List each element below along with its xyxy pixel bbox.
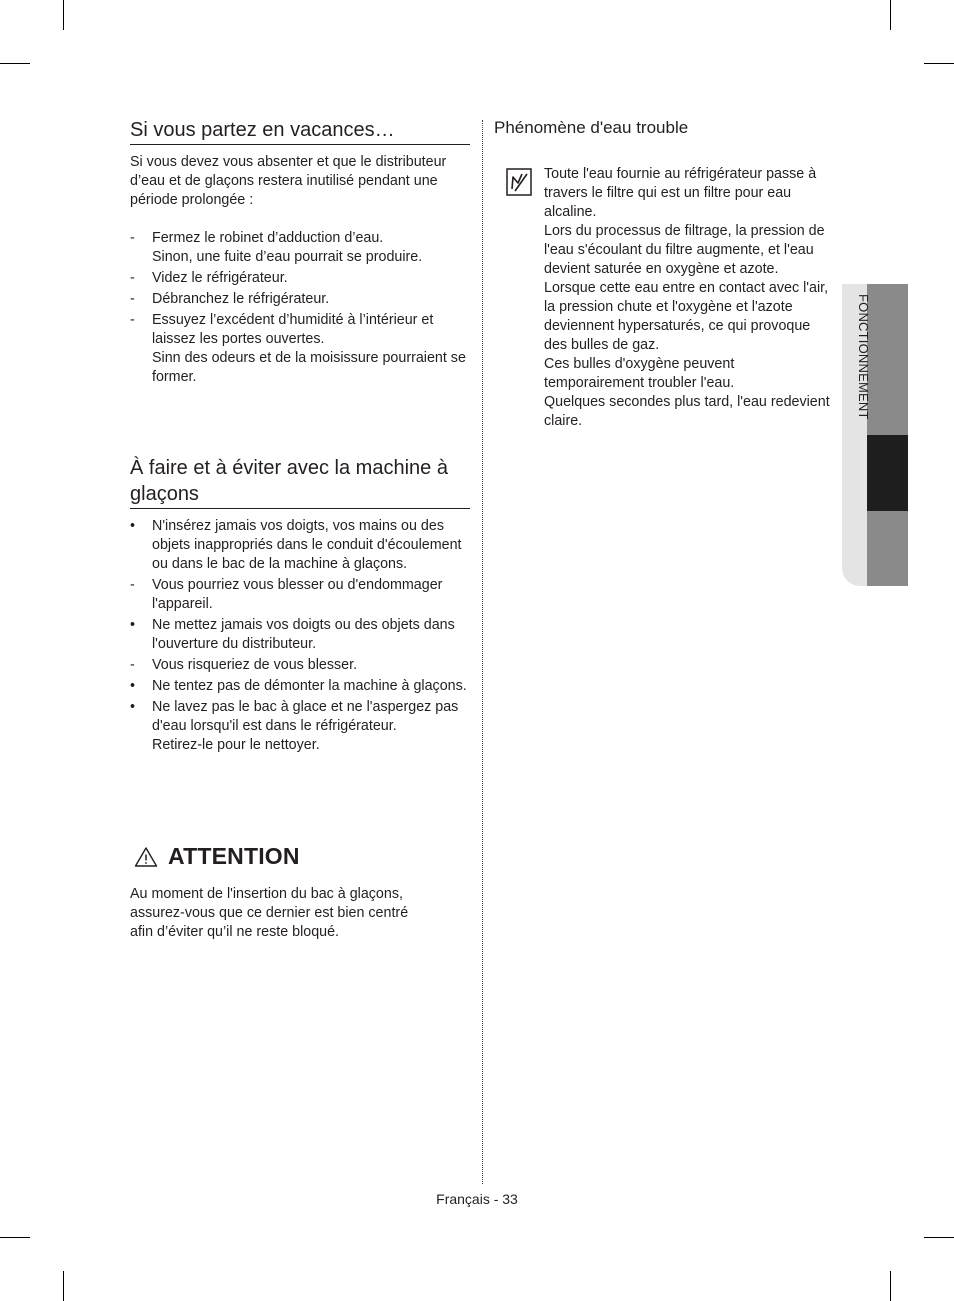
vacation-list	[130, 229, 472, 389]
dash-marker: -	[130, 230, 135, 246]
bullet-marker: •	[130, 617, 136, 633]
list-item	[130, 616, 472, 654]
page-number: Français - 33	[436, 1191, 518, 1207]
vacation-intro: Si vous devez vous absenter et que le distributeur d’eau et de glaçons restera inutilisé pendant une période prolongée :	[130, 154, 447, 208]
crop-mark	[890, 0, 891, 30]
attention-text: Au moment de l'insertion du bac à glaçons, assurez-vous que ce dernier est bien centré afin d’éviter qu’il ne reste bloqué.	[130, 886, 409, 940]
cloudy-note: Toute l'eau fournie au réfrigérateur passe à travers le filtre qui est un filtre pour eau alcaline. Lors du processus de filtrage, la pression de l'eau s'écoulant du filtre augmente, et l'eau devient saturée en oxygène et azote. Lorsque cette eau entre en contact avec l'air, la pression chute et l'oxygène et l'azote deviennent hypersaturés, ce qui provoque des bulles de gaz. Ces bulles d'oxygène peuvent temporairement troubler l'eau. Quelques secondes plus tard, l'eau redevient claire.	[544, 166, 830, 429]
dash-marker: -	[130, 312, 135, 328]
list-item-text: Vous pourriez vous blesser ou d'endommager l'appareil.	[152, 577, 443, 612]
list-item	[130, 677, 472, 696]
dash-marker: -	[130, 270, 135, 286]
column-divider	[482, 120, 483, 1184]
list-item	[130, 290, 472, 309]
list-item	[130, 576, 472, 614]
icemaker-list	[130, 517, 472, 757]
list-item-text: Débranchez le réfrigérateur.	[152, 291, 330, 307]
crop-mark	[924, 63, 954, 64]
bullet-marker: •	[130, 699, 136, 715]
crop-mark	[890, 1271, 891, 1301]
side-tab-segment	[867, 284, 908, 435]
list-item	[130, 229, 472, 267]
crop-mark	[924, 1237, 954, 1238]
list-item-text: N'insérez jamais vos doigts, vos mains ou des objets inappropriés dans le conduit d'écoulement ou dans le bac de la machine à glaçons.	[152, 518, 462, 572]
crop-mark	[0, 1237, 30, 1238]
attention-heading	[134, 843, 300, 870]
list-item	[130, 698, 472, 755]
list-item	[130, 311, 472, 387]
bullet-marker: •	[130, 678, 136, 694]
list-item	[130, 656, 472, 675]
note-icon	[506, 168, 532, 196]
icemaker-heading: À faire et à éviter avec la machine à glaçons	[130, 455, 470, 509]
attention-title: ATTENTION	[168, 843, 300, 869]
list-item-text: Essuyez l’excédent d’humidité à l’intérieur et laissez les portes ouvertes. Sinn des odeurs et de la moisissure pourraient se former.	[152, 312, 466, 385]
list-item-text: Fermez le robinet d’adduction d’eau. Sinon, une fuite d’eau pourrait se produire.	[152, 230, 423, 265]
list-item-text: Videz le réfrigérateur.	[152, 270, 288, 286]
side-tab-active-segment	[867, 435, 908, 511]
warning-icon	[134, 846, 158, 868]
crop-mark	[63, 0, 64, 30]
dash-marker: -	[130, 657, 135, 673]
list-item-text: Ne lavez pas le bac à glace et ne l'aspergez pas d'eau lorsqu'il est dans le réfrigérateur. Retirez-le pour le nettoyer.	[152, 699, 459, 753]
crop-mark	[63, 1271, 64, 1301]
dash-marker: -	[130, 577, 135, 593]
list-item-text: Ne mettez jamais vos doigts ou des objets dans l'ouverture du distributeur.	[152, 617, 455, 652]
bullet-marker: •	[130, 518, 136, 534]
vacation-heading: Si vous partez en vacances…	[130, 117, 470, 145]
side-tab-segment	[867, 511, 908, 586]
list-item-text: Ne tentez pas de démonter la machine à glaçons.	[152, 678, 467, 694]
side-tab-label: FONCTIONNEMENT	[856, 294, 871, 420]
cloudy-heading: Phénomène d'eau trouble	[494, 118, 689, 137]
list-item	[130, 517, 472, 574]
list-item-text: Vous risqueriez de vous blesser.	[152, 657, 358, 673]
list-item	[130, 269, 472, 288]
dash-marker: -	[130, 291, 135, 307]
crop-mark	[0, 63, 30, 64]
